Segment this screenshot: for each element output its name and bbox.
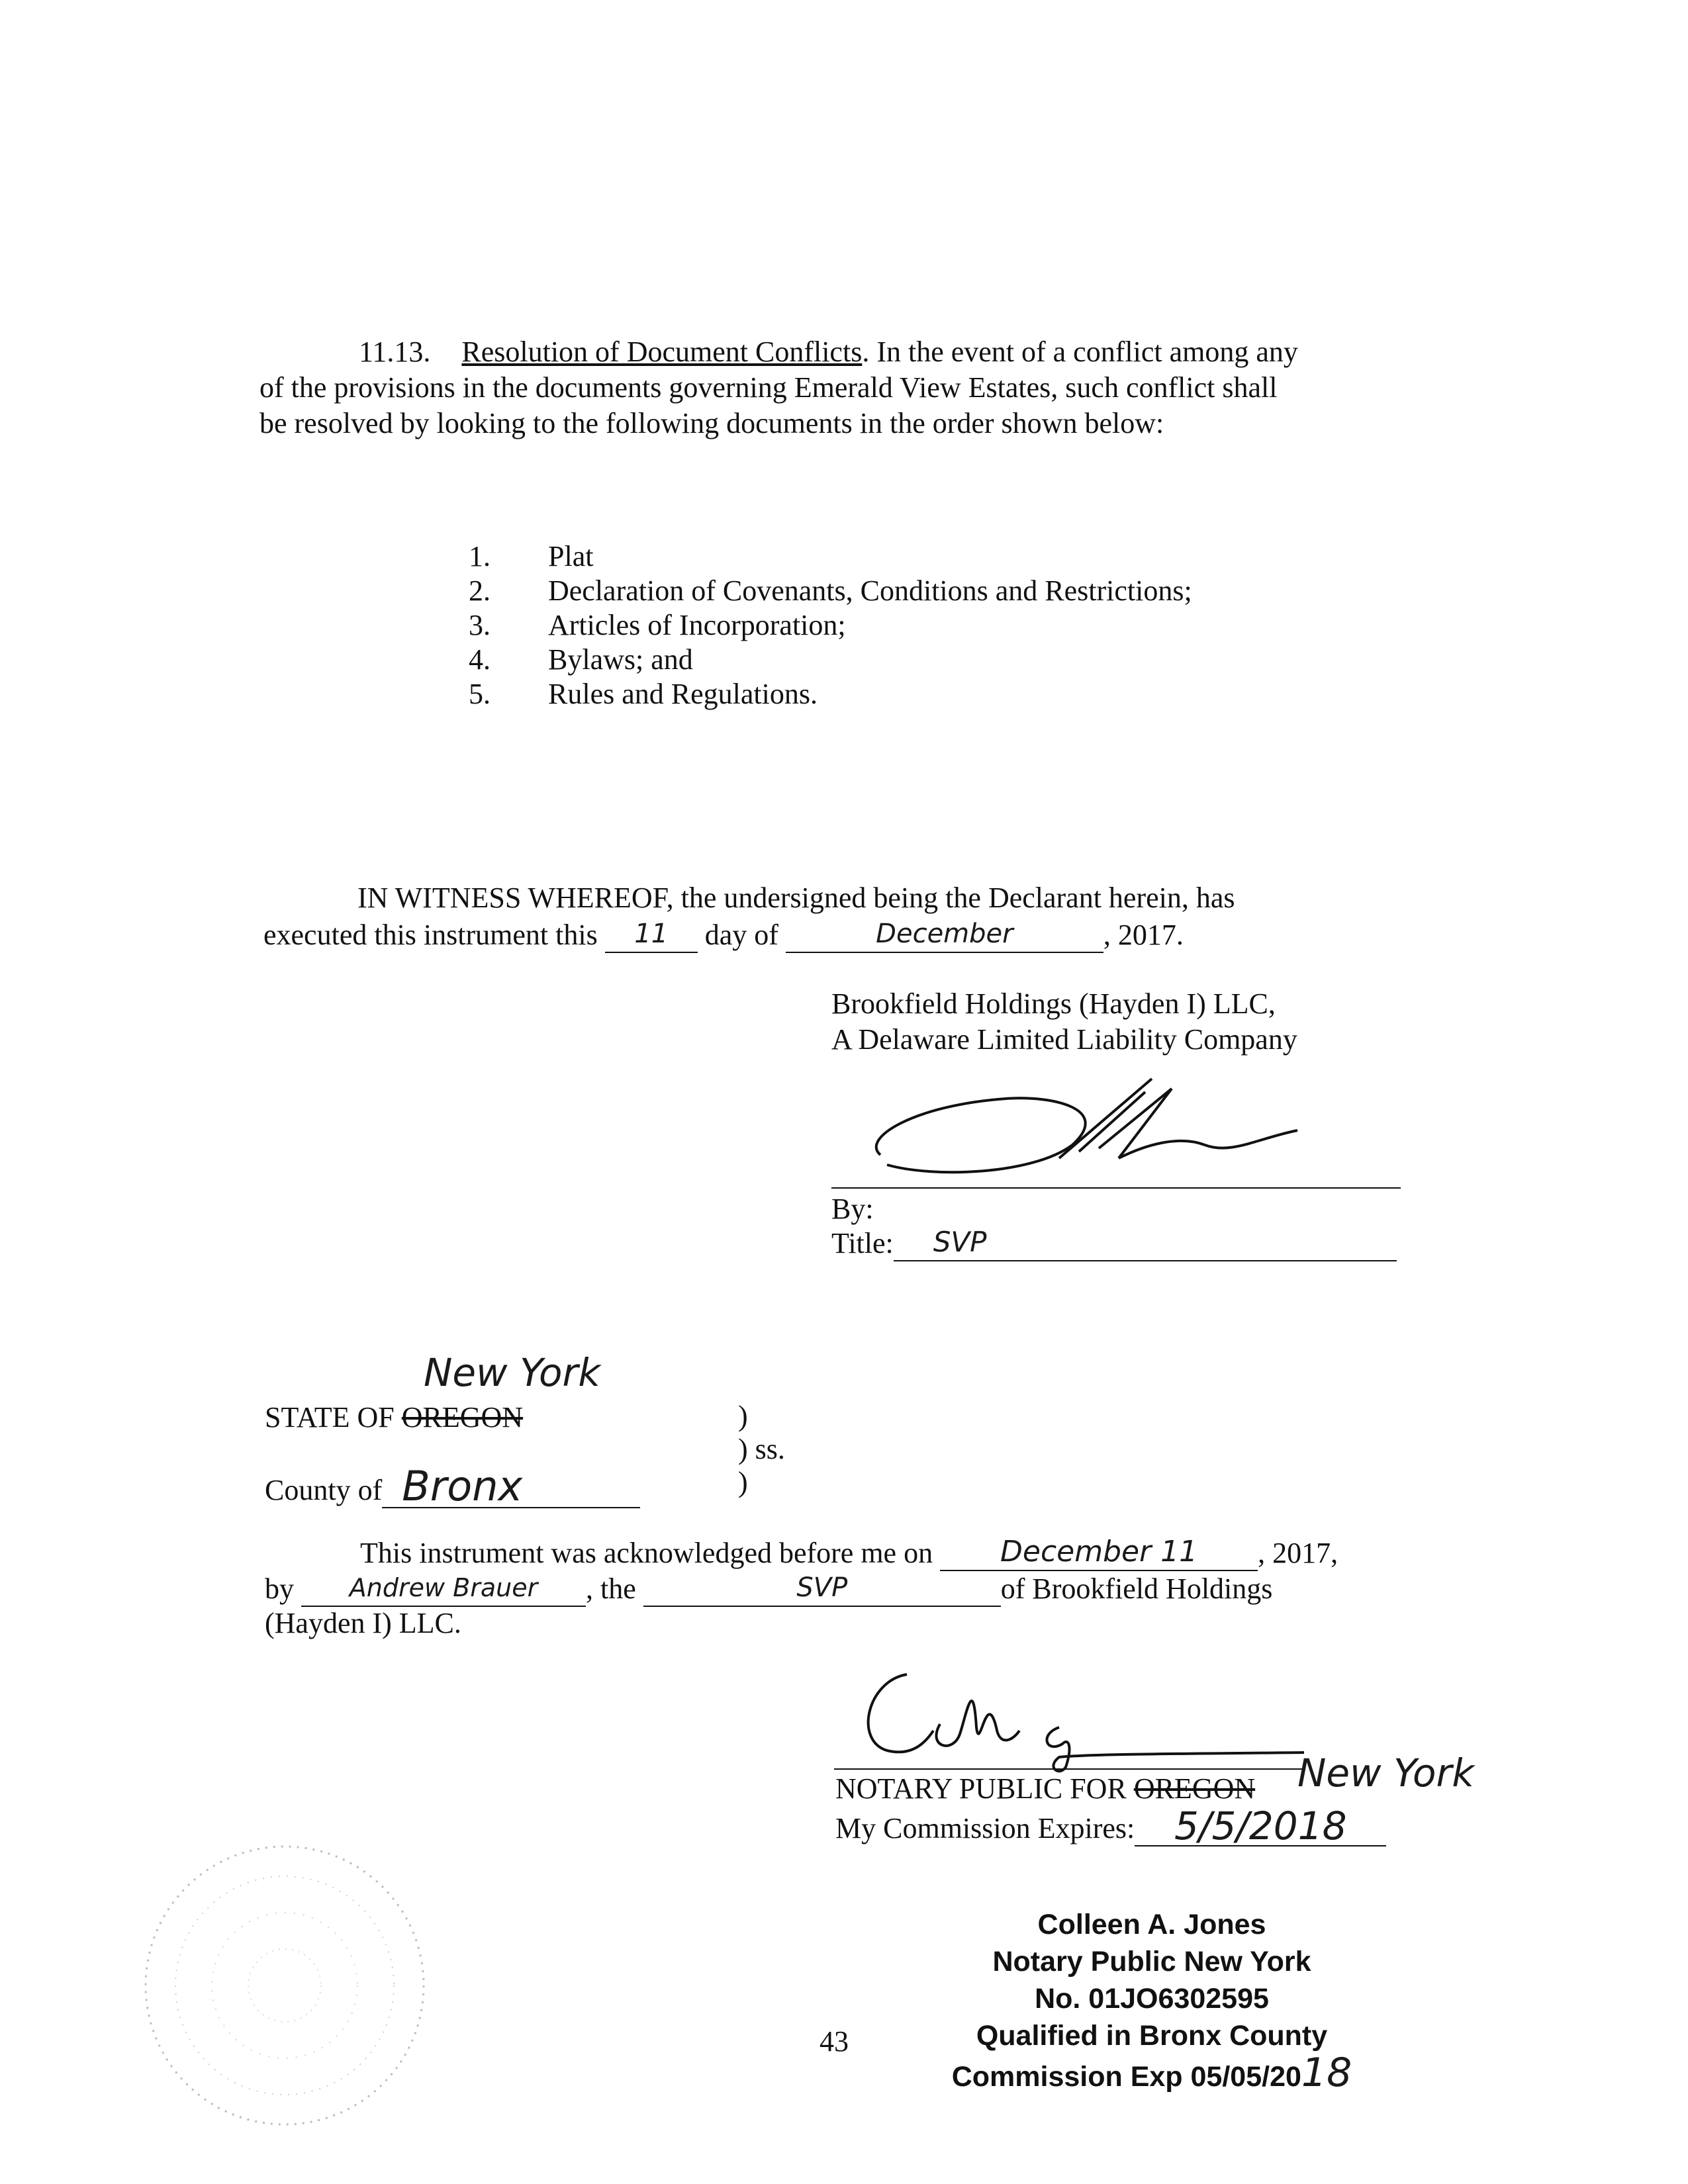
ss-paren-2: ) ss. bbox=[738, 1433, 785, 1465]
notary-label: NOTARY PUBLIC FOR bbox=[835, 1772, 1127, 1805]
expires-field: 5/5/2018 bbox=[1135, 1807, 1386, 1846]
list-item-number: 2. bbox=[469, 574, 491, 607]
section-line-3: be resolved by looking to the following documents in the order shown below: bbox=[259, 407, 1164, 439]
notary-signature bbox=[841, 1661, 1317, 1774]
ack-by: by bbox=[265, 1572, 294, 1605]
section-line-1 bbox=[259, 334, 1418, 370]
list-item bbox=[469, 643, 1329, 677]
company-name: Brookfield Holdings (Hayden I) LLC, bbox=[831, 987, 1276, 1020]
stamp-expiration bbox=[894, 2050, 1410, 2096]
signature-line bbox=[831, 1187, 1401, 1189]
ss-brackets bbox=[738, 1400, 785, 1499]
notary-struck: OREGON bbox=[1133, 1772, 1256, 1805]
list-item-number: 4. bbox=[469, 643, 491, 676]
witness-line-2 bbox=[263, 916, 1184, 953]
witness-day-field: 11 bbox=[605, 916, 698, 953]
notary-state-handwritten: New York bbox=[1297, 1751, 1474, 1796]
witness-month-field: December bbox=[786, 916, 1103, 953]
state-label: STATE OF bbox=[265, 1401, 395, 1433]
ack-role-field: SVP bbox=[643, 1570, 1001, 1607]
list-item bbox=[469, 539, 1329, 574]
ss-paren-3: ) bbox=[738, 1466, 748, 1498]
page-number: 43 bbox=[820, 2025, 849, 2058]
expires-label: My Commission Expires: bbox=[835, 1812, 1135, 1844]
ack-prefix: This instrument was acknowledged before me on bbox=[360, 1537, 933, 1569]
expires-row bbox=[835, 1803, 1386, 1848]
stamp-expiration-handwritten: 18 bbox=[1301, 2050, 1352, 2096]
ack-line-2 bbox=[265, 1570, 1272, 1607]
notary-signature-line bbox=[834, 1768, 1304, 1770]
ack-name-field: Andrew Brauer bbox=[301, 1570, 586, 1607]
list-item bbox=[469, 574, 1329, 608]
list-item-text: Articles of Incorporation; bbox=[548, 609, 846, 641]
section-paragraph bbox=[259, 334, 1418, 441]
stamp-county: Qualified in Bronx County bbox=[976, 2020, 1328, 2052]
county-row bbox=[265, 1462, 640, 1510]
section-intro: . In the event of a conflict among any bbox=[862, 336, 1298, 368]
section-number: 11.13. bbox=[359, 336, 431, 368]
notary-stamp bbox=[894, 1906, 1410, 2095]
state-struck: OREGON bbox=[401, 1401, 524, 1433]
company-type: A Delaware Limited Liability Company bbox=[831, 1023, 1297, 1056]
ack-line-3: (Hayden I) LLC. bbox=[265, 1607, 461, 1639]
list-item-text: Bylaws; and bbox=[548, 643, 693, 676]
county-label: County of bbox=[265, 1474, 383, 1506]
witness-line-1: IN WITNESS WHEREOF, the undersigned being the Declarant herein, has bbox=[357, 882, 1235, 914]
stamp-number: No. 01JO6302595 bbox=[1035, 1983, 1269, 2015]
witness-day-of: day of bbox=[704, 919, 778, 951]
list-item-number: 3. bbox=[469, 609, 491, 641]
title-label: Title: bbox=[831, 1227, 894, 1259]
stamp-name: Colleen A. Jones bbox=[1037, 1909, 1266, 1940]
ack-of-company: of Brookfield Holdings bbox=[1000, 1572, 1273, 1605]
stamp-expiration-printed: Commission Exp 05/05/20 bbox=[951, 2061, 1301, 2093]
witness-year: , 2017. bbox=[1103, 919, 1184, 951]
ack-date-field: December 11 bbox=[940, 1534, 1258, 1571]
list-item-number: 1. bbox=[469, 540, 491, 572]
state-handwritten: New York bbox=[424, 1350, 600, 1395]
ss-paren-1: ) bbox=[738, 1400, 748, 1432]
order-list bbox=[469, 539, 1329, 711]
witness-prefix: executed this instrument this bbox=[263, 919, 598, 951]
section-line-2: of the provisions in the documents governing Emerald View Estates, such conflict shall bbox=[259, 371, 1278, 404]
declarant-signature bbox=[834, 1072, 1403, 1188]
by-label: By: bbox=[831, 1193, 874, 1225]
ack-the: , the bbox=[586, 1572, 636, 1605]
list-item-text: Plat bbox=[548, 540, 594, 572]
ack-year: , 2017, bbox=[1258, 1537, 1338, 1569]
list-item-number: 5. bbox=[469, 678, 491, 710]
notary-seal bbox=[132, 1833, 437, 2138]
ack-line-1 bbox=[360, 1534, 1338, 1571]
list-item-text: Declaration of Covenants, Conditions and Restrictions; bbox=[548, 574, 1192, 607]
list-item bbox=[469, 677, 1329, 711]
state-row bbox=[265, 1400, 523, 1435]
list-item bbox=[469, 608, 1329, 643]
company-block bbox=[831, 986, 1297, 1058]
list-item-text: Rules and Regulations. bbox=[548, 678, 818, 710]
stamp-title: Notary Public New York bbox=[992, 1946, 1311, 1978]
title-field: SVP bbox=[894, 1224, 1397, 1261]
section-heading: Resolution of Document Conflicts bbox=[461, 336, 863, 368]
county-field: Bronx bbox=[382, 1466, 640, 1508]
title-row bbox=[831, 1224, 1397, 1261]
notary-row bbox=[835, 1771, 1255, 1807]
